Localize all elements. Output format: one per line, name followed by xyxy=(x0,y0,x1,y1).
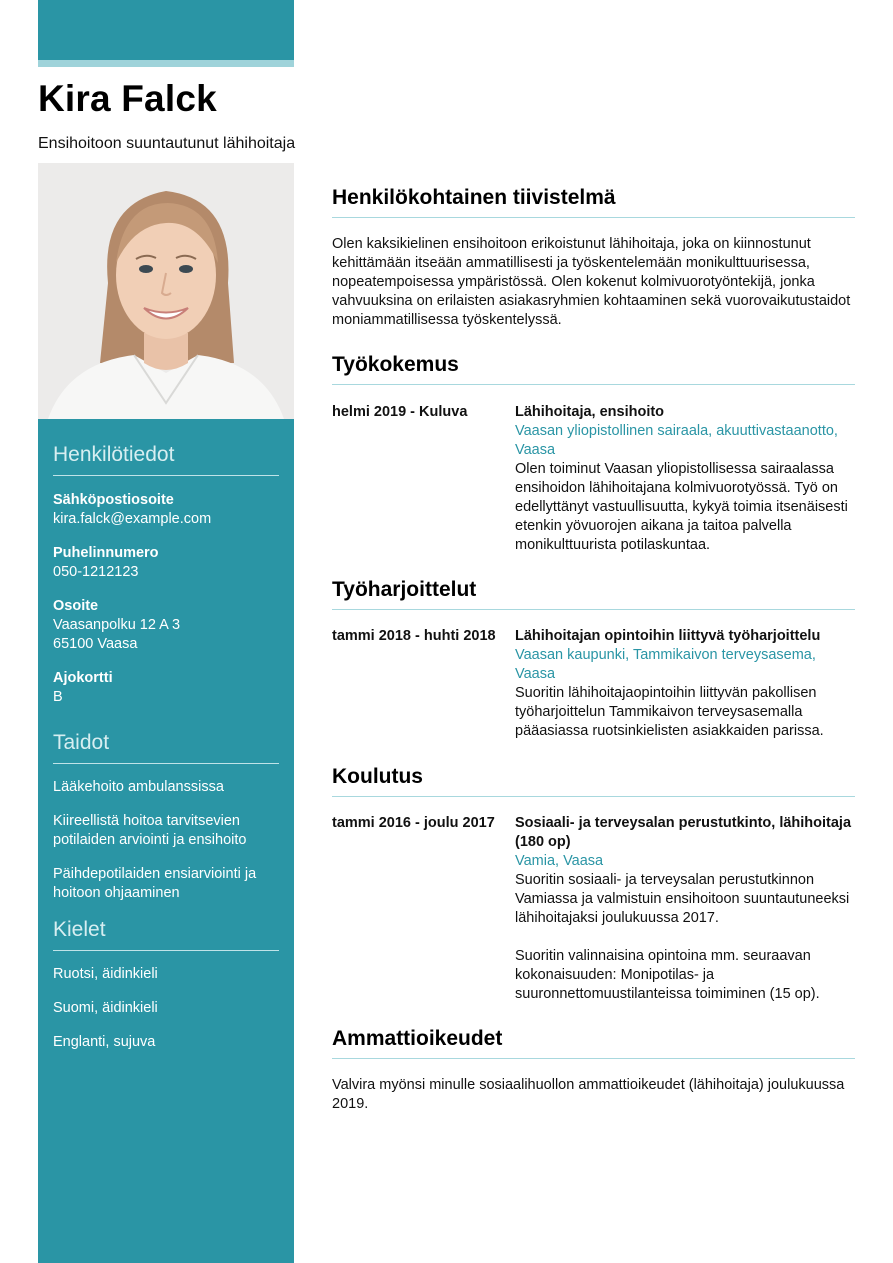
education-description-extra: Suoritin valinnaisina opintoina mm. seuraavan kokonaisuuden: Monipotilas- ja suuronnettomuustilanteissa toimiminen (15 op). xyxy=(515,948,820,1002)
portrait-illustration xyxy=(38,163,294,419)
skills-list xyxy=(53,778,279,903)
sidebar xyxy=(38,419,294,1263)
language-item: Englanti, sujuva xyxy=(53,1034,156,1050)
experience-heading: Työkokemus xyxy=(332,353,855,385)
address-line-2: 65100 Vaasa xyxy=(53,636,138,652)
drivers-license-value: B xyxy=(53,689,63,705)
languages-list xyxy=(53,965,279,1052)
licenses-heading: Ammattioikeudet xyxy=(332,1027,855,1059)
header-accent-stripe xyxy=(38,60,294,67)
internship-organization: Vaasan kaupunki, Tammikaivon terveysasema, Vaasa xyxy=(515,647,816,682)
licenses-text: Valvira myönsi minulle sosiaalihuollon ammattioikeudet (lähihoitaja) joulukuussa 2019. xyxy=(332,1077,845,1112)
skill-item: Kiireellistä hoitoa tarvitsevien potilaiden arviointi ja ensihoito xyxy=(53,813,247,848)
summary-heading: Henkilökohtainen tiivistelmä xyxy=(332,186,855,218)
education-degree: Sosiaali- ja terveysalan perustutkinto, lähihoitaja (180 op) xyxy=(515,815,852,850)
summary-text: Olen kaksikielinen ensihoitoon erikoistunut lähihoitaja, joka on kiinnostunut kehittämään itseään ammatillisesti ja työskentelemään monikulttuurisessa, nopeatempoisessa ympäristössä. Olen kokenut kolmivuorotyöntekijä, jonka vahvuuksina on erilaisten asiakasryhmien kohtaaminen sekä vuorovaikutustaidot moniammatillisessa työskentelyssä. xyxy=(332,236,851,328)
address-line-1: Vaasanpolku 12 A 3 xyxy=(53,617,181,633)
internship-date: tammi 2018 - huhti 2018 xyxy=(332,628,496,644)
language-item: Ruotsi, äidinkieli xyxy=(53,966,158,982)
languages-heading: Kielet xyxy=(53,918,279,951)
skill-item: Lääkehoito ambulanssissa xyxy=(53,779,224,795)
experience-body xyxy=(515,403,855,555)
experience-date: helmi 2019 - Kuluva xyxy=(332,404,468,420)
job-title: Ensihoitoon suuntautunut lähihoitaja xyxy=(38,135,296,152)
skills-heading: Taidot xyxy=(53,731,279,764)
language-item: Suomi, äidinkieli xyxy=(53,1000,158,1016)
profile-photo xyxy=(38,163,294,419)
person-name: Kira Falck xyxy=(38,78,217,119)
skill-item: Päihdepotilaiden ensiarviointi ja hoitoon ohjaaminen xyxy=(53,866,257,901)
drivers-license-label: Ajokortti xyxy=(53,670,113,686)
header-color-bar xyxy=(38,0,294,60)
phone-label: Puhelinnumero xyxy=(53,545,159,561)
experience-organization: Vaasan yliopistollinen sairaala, akuuttivastaanotto, Vaasa xyxy=(515,423,838,458)
education-school: Vamia, Vaasa xyxy=(515,853,604,869)
education-body xyxy=(515,814,855,1004)
internships-heading: Työharjoittelut xyxy=(332,578,855,610)
internship-role: Lähihoitajan opintoihin liittyvä työharjoittelu xyxy=(515,628,821,644)
internship-description: Suoritin lähihoitajaopintoihin liittyvän pakollisen työharjoittelun Tammikaivon terveysasemalla pääasiassa ruotsinkielisten asiakkaiden parissa. xyxy=(515,685,824,739)
internship-body xyxy=(515,627,855,741)
education-heading: Koulutus xyxy=(332,765,855,797)
phone-value: 050-1212123 xyxy=(53,564,139,580)
address-label: Osoite xyxy=(53,598,99,614)
experience-role: Lähihoitaja, ensihoito xyxy=(515,404,665,420)
education-description: Suoritin sosiaali- ja terveysalan perustutkinnon Vamiassa ja valmistuin ensihoitoon suuntautuneeksi lähihoitajaksi joulukuussa 2017. xyxy=(515,872,850,926)
education-date: tammi 2016 - joulu 2017 xyxy=(332,815,495,831)
experience-description: Olen toiminut Vaasan yliopistollisessa sairaalassa ensihoidon lähihoitajana kolmivuorotyössä. Työ on edellyttänyt vastuullisuutta, kykyä toimia itsenäisesti etenkin yövuorojen aikana ja taitoa palvella monikulttuurista potilaskuntaa. xyxy=(515,461,848,553)
personal-info-heading: Henkilötiedot xyxy=(53,443,279,476)
email-label: Sähköpostiosoite xyxy=(53,492,174,508)
email-value[interactable]: kira.falck@example.com xyxy=(53,511,212,527)
